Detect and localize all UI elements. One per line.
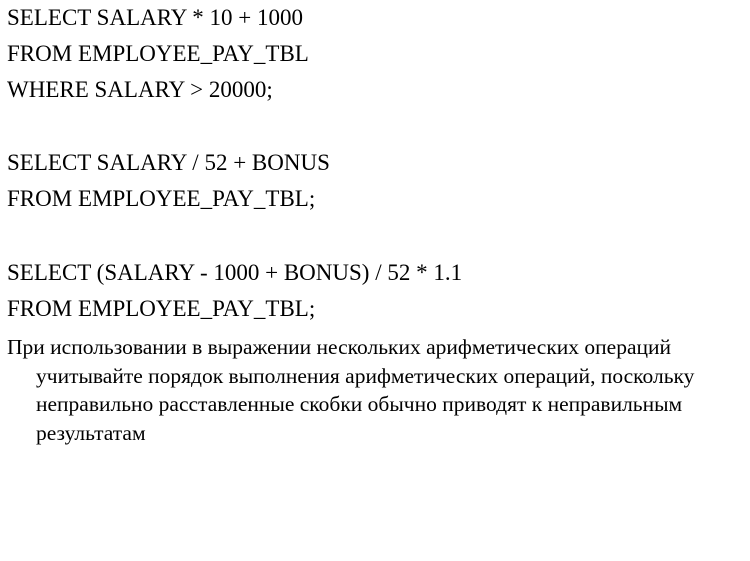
sql-query-2: [7, 145, 330, 217]
sql-line: FROM EMPLOYEE_PAY_TBL: [7, 41, 309, 66]
sql-line: SELECT SALARY / 52 + BONUS: [7, 150, 330, 175]
sql-line: WHERE SALARY > 20000;: [7, 77, 273, 102]
explanation-note: При использовании в выражении нескольких арифметических операций учитывайте порядок выполнения арифметических операций, поскольку неправильно расставленные скобки обычно приводят к неправильным результатам: [7, 335, 695, 445]
sql-line: SELECT (SALARY - 1000 + BONUS) / 52 * 1.1: [7, 260, 463, 285]
sql-line: SELECT SALARY * 10 + 1000: [7, 5, 304, 30]
sql-query-1: [7, 0, 309, 108]
sql-line: FROM EMPLOYEE_PAY_TBL;: [7, 186, 316, 211]
sql-query-3: [7, 255, 462, 327]
sql-line: FROM EMPLOYEE_PAY_TBL;: [7, 296, 316, 321]
